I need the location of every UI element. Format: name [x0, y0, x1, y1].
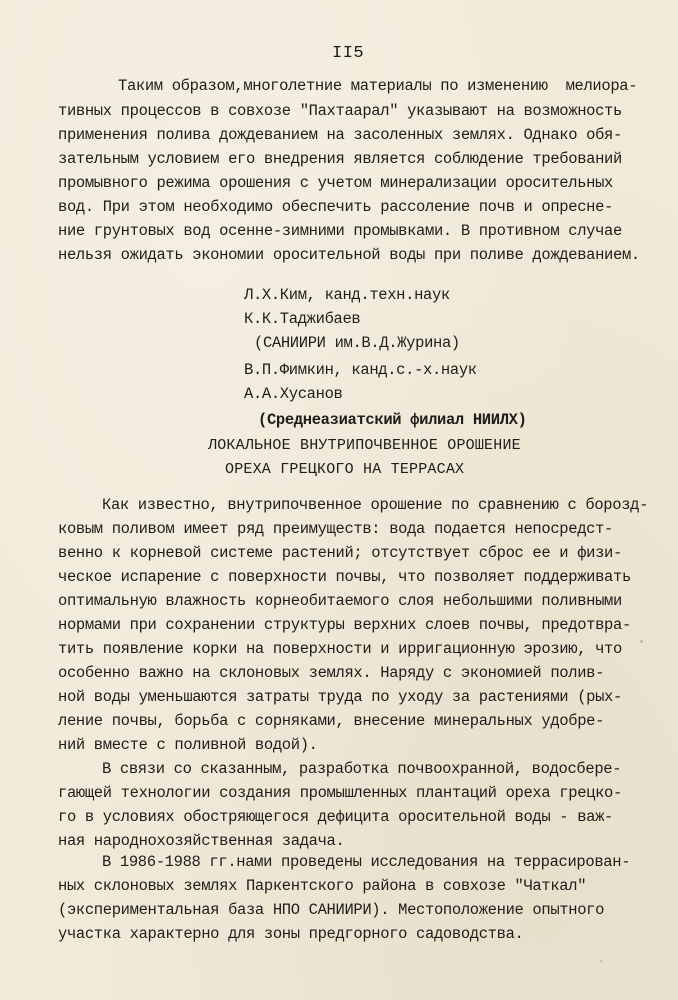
paragraph-line: вод. При этом необходимо обеспечить рассоление почв и опресне-	[58, 198, 613, 216]
title-line: ОРЕХА ГРЕЦКОГО НА ТЕРРАСАХ	[225, 461, 465, 478]
author-line: К.К.Таджибаев	[244, 310, 361, 328]
paragraph-line: участка характерно для зоны предгорного садоводства.	[58, 925, 524, 943]
paragraph-line: нормами при сохранении структуры верхних слоев почвы, предотвра-	[58, 616, 631, 634]
paragraph-line: тивных процессов в совхозе "Пахтаарал" указывают на возможность	[58, 102, 622, 120]
paper-speck	[600, 960, 602, 962]
paragraph-line: гающей технологии создания промышленных плантаций ореха грецко-	[58, 784, 622, 802]
title-line: ЛОКАЛЬНОЕ ВНУТРИПОЧВЕННОЕ ОРОШЕНИЕ	[208, 437, 521, 454]
paragraph-line: зательным условием его внедрения является соблюдение требований	[58, 150, 622, 168]
paragraph-line: ление почвы, борьба с сорняками, внесение минеральных удобре-	[58, 712, 605, 730]
paragraph-line: В связи со сказанным, разработка почвоохранной, водосбере-	[102, 760, 622, 778]
paragraph-line: В 1986-1988 гг.нами проведены исследования на террасирован-	[102, 853, 631, 871]
author-line: Л.Х.Ким, канд.техн.наук	[244, 286, 450, 304]
paragraph-line: ных склоновых землях Паркентского района в совхозе "Чаткал"	[58, 877, 587, 895]
paragraph-line: оптимальную влажность корнеобитаемого слоя небольшими поливными	[58, 592, 622, 610]
paragraph-line: (экспериментальная база НПО САНИИРИ). Местоположение опытного	[58, 901, 605, 919]
paragraph-line: нельзя ожидать экономии оросительной воды при поливе дождеванием.	[58, 246, 640, 264]
author-line: А.А.Хусанов	[244, 385, 343, 403]
author-line: В.П.Фимкин, канд.с.-х.наук	[244, 361, 477, 379]
page-number: II5	[332, 44, 365, 63]
paragraph-line: особенно важно на склоновых землях. Наряду с экономией полив-	[58, 664, 605, 682]
paragraph-line: ние грунтовых вод осенне-зимними промывками. В противном случае	[58, 222, 622, 240]
paragraph-line: ний вместе с поливной водой).	[58, 736, 318, 754]
paragraph-line: Как известно, внутрипочвенное орошение по сравнению с борозд-	[102, 496, 649, 514]
paper-speck	[640, 640, 643, 643]
paragraph-line: ная народнохозяйственная задача.	[58, 832, 345, 850]
paragraph-line: ковым поливом имеет ряд преимуществ: вода подается непосредст-	[58, 520, 613, 538]
paragraph-line: Таким образом,многолетние материалы по изменению мелиора-	[118, 77, 638, 95]
paragraph-line: ческое испарение с поверхности почвы, что позволяет поддерживать	[58, 568, 631, 586]
paragraph-line: венно к корневой системе растений; отсутствует сброс ее и физи-	[58, 544, 622, 562]
paragraph-line: применения полива дождеванием на засоленных землях. Однако обя-	[58, 126, 622, 144]
author-affiliation: (Среднеазиатский филиал НИИЛХ)	[258, 411, 527, 429]
paragraph-line: промывного режима орошения с учетом минерализации оросительных	[58, 174, 613, 192]
paper-speck	[560, 720, 562, 722]
paragraph-line: го в условиях обостряющегося дефицита оросительной воды - важ-	[58, 808, 613, 826]
paragraph-line: тить появление корки на поверхности и ирригационную эрозию, что	[58, 640, 622, 658]
author-affiliation: (САНИИРИ им.В.Д.Журина)	[254, 334, 460, 352]
paragraph-line: ной воды уменьшаются затраты труда по уходу за растениями (рых-	[58, 688, 622, 706]
